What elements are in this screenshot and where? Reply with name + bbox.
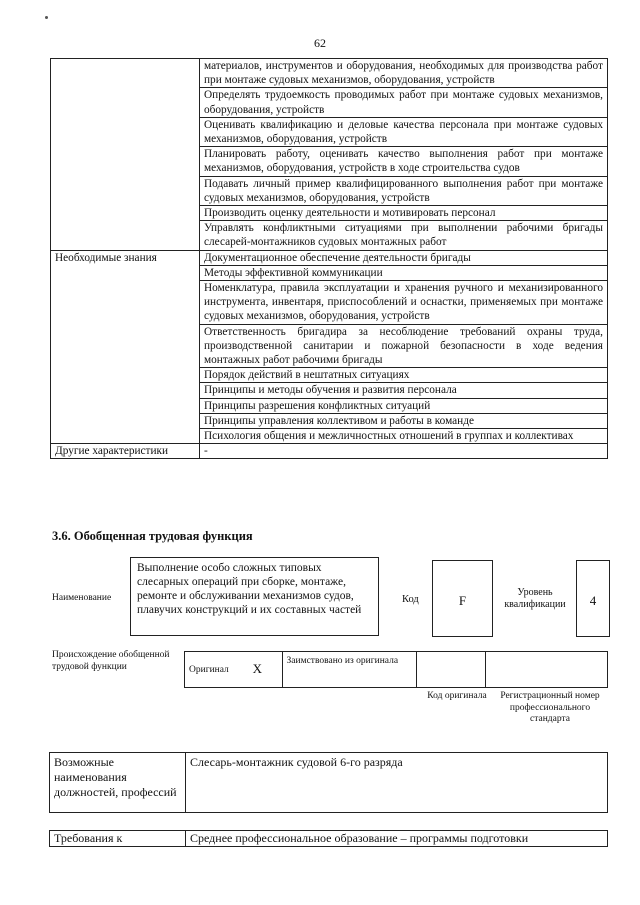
code-original-caption: Код оригинала [427, 691, 487, 701]
table-row [51, 176, 608, 205]
section-title: 3.6. Обобщенная трудовая функция [52, 529, 253, 543]
requirements-table [49, 830, 608, 847]
reg-number-cell [485, 652, 607, 688]
table-row [51, 413, 608, 428]
table-row [51, 398, 608, 413]
code-value: F [458, 593, 467, 608]
requirements-value: Среднее профессиональное образование – программы подготовки [186, 831, 608, 847]
positions-value: Слесарь-монтажник судовой 6-го разряда [186, 753, 608, 813]
page-number: 62 [314, 36, 326, 50]
row-text: Определять трудоемкость проводимых работ при монтаже судовых механизмов, оборудования, устройств [200, 88, 608, 117]
origin-label: Происхождение обобщенной трудовой функции [52, 650, 170, 672]
row-label [51, 281, 200, 325]
row-text: Оценивать квалификацию и деловые качества персонала при монтаже судовых механизмов, оборудования, устройств [200, 117, 608, 146]
row-label [51, 324, 200, 368]
original-mark: X [249, 652, 282, 688]
row-label [51, 88, 200, 117]
table-row [51, 383, 608, 398]
row-label [51, 413, 200, 428]
function-name-box [130, 557, 379, 636]
row-text: Подавать личный пример квалифицированного выполнения работ при монтаже судовых механизмов, оборудования, устройств [200, 176, 608, 205]
table-row [51, 221, 608, 250]
row-label [51, 383, 200, 398]
level-box [576, 560, 610, 637]
row-label [51, 206, 200, 221]
row-text: Принципы и методы обучения и развития персонала [200, 383, 608, 398]
row-text: Управлять конфликтными ситуациями при выполнении рабочими бригады слесарей-монтажников судовых монтажных работ [200, 221, 608, 250]
level-label: Уровень квалификации [504, 587, 566, 610]
name-label: Наименование [52, 593, 112, 603]
table-row [51, 429, 608, 444]
table-row [51, 368, 608, 383]
row-label [51, 117, 200, 146]
row-text: материалов, инструментов и оборудования, необходимых для производства работ при монтаже судовых механизмов, оборудования, устройств [200, 59, 608, 88]
row-text: Ответственность бригадира за несоблюдение требований охраны труда, производственной санитарии и пожарной безопасности в ходе ведения монтажных работ рабочими бригады [200, 324, 608, 368]
table-row [51, 265, 608, 280]
row-text: Номенклатура, правила эксплуатации и хранения ручного и механизированного инструмента, инвентаря, приспособлений и оснастки, применяемых при монтаже судовых механизмов, оборудования, устройств [200, 281, 608, 325]
table-row [51, 88, 608, 117]
table-row [51, 117, 608, 146]
row-text: Документационное обеспечение деятельности бригады [200, 250, 608, 265]
row-label: Другие характеристики [51, 444, 200, 459]
table-row [51, 206, 608, 221]
level-value: 4 [589, 593, 597, 608]
table-row [51, 59, 608, 88]
row-text: Методы эффективной коммуникации [200, 265, 608, 280]
row-text: Производить оценку деятельности и мотивировать персонал [200, 206, 608, 221]
row-text: Порядок действий в нештатных ситуациях [200, 368, 608, 383]
row-label [51, 59, 200, 88]
code-original-cell [417, 652, 486, 688]
original-label: Оригинал [185, 652, 249, 688]
function-name-value: Выполнение особо сложных типовых слесарных операций при сборке, монтаже, ремонте и обслуживании механизмов судов, плавучих конструкций и их составных частей [137, 562, 362, 616]
skills-knowledge-table [50, 58, 608, 459]
row-text: - [200, 444, 608, 459]
row-label [51, 147, 200, 176]
table-row [51, 147, 608, 176]
row-label [51, 176, 200, 205]
code-label: Код [402, 594, 419, 605]
row-label [51, 221, 200, 250]
reg-number-caption: Регистрационный номер профессионального стандарта [500, 691, 600, 724]
code-box [432, 560, 493, 637]
positions-label: Возможные наименования должностей, профессий [50, 753, 186, 813]
table-row [51, 281, 608, 325]
table-row [51, 324, 608, 368]
scan-dot [45, 16, 48, 19]
origin-table [184, 651, 608, 688]
row-text: Психология общения и межличностных отношений в группах и коллективах [200, 429, 608, 444]
table-row [51, 250, 608, 265]
row-text: Принципы разрешения конфликтных ситуаций [200, 398, 608, 413]
positions-table [49, 752, 608, 813]
row-label [51, 368, 200, 383]
row-text: Планировать работу, оценивать качество выполнения работ при монтаже механизмов, оборудования, устройств в ходе строительства судов [200, 147, 608, 176]
table-row [51, 444, 608, 459]
row-label: Необходимые знания [51, 250, 200, 265]
row-text: Принципы управления коллективом и работы в команде [200, 413, 608, 428]
row-label [51, 429, 200, 444]
requirements-label: Требования к [50, 831, 186, 847]
row-label [51, 265, 200, 280]
row-label [51, 398, 200, 413]
borrowed-label: Заимствовано из оригинала [282, 652, 416, 688]
